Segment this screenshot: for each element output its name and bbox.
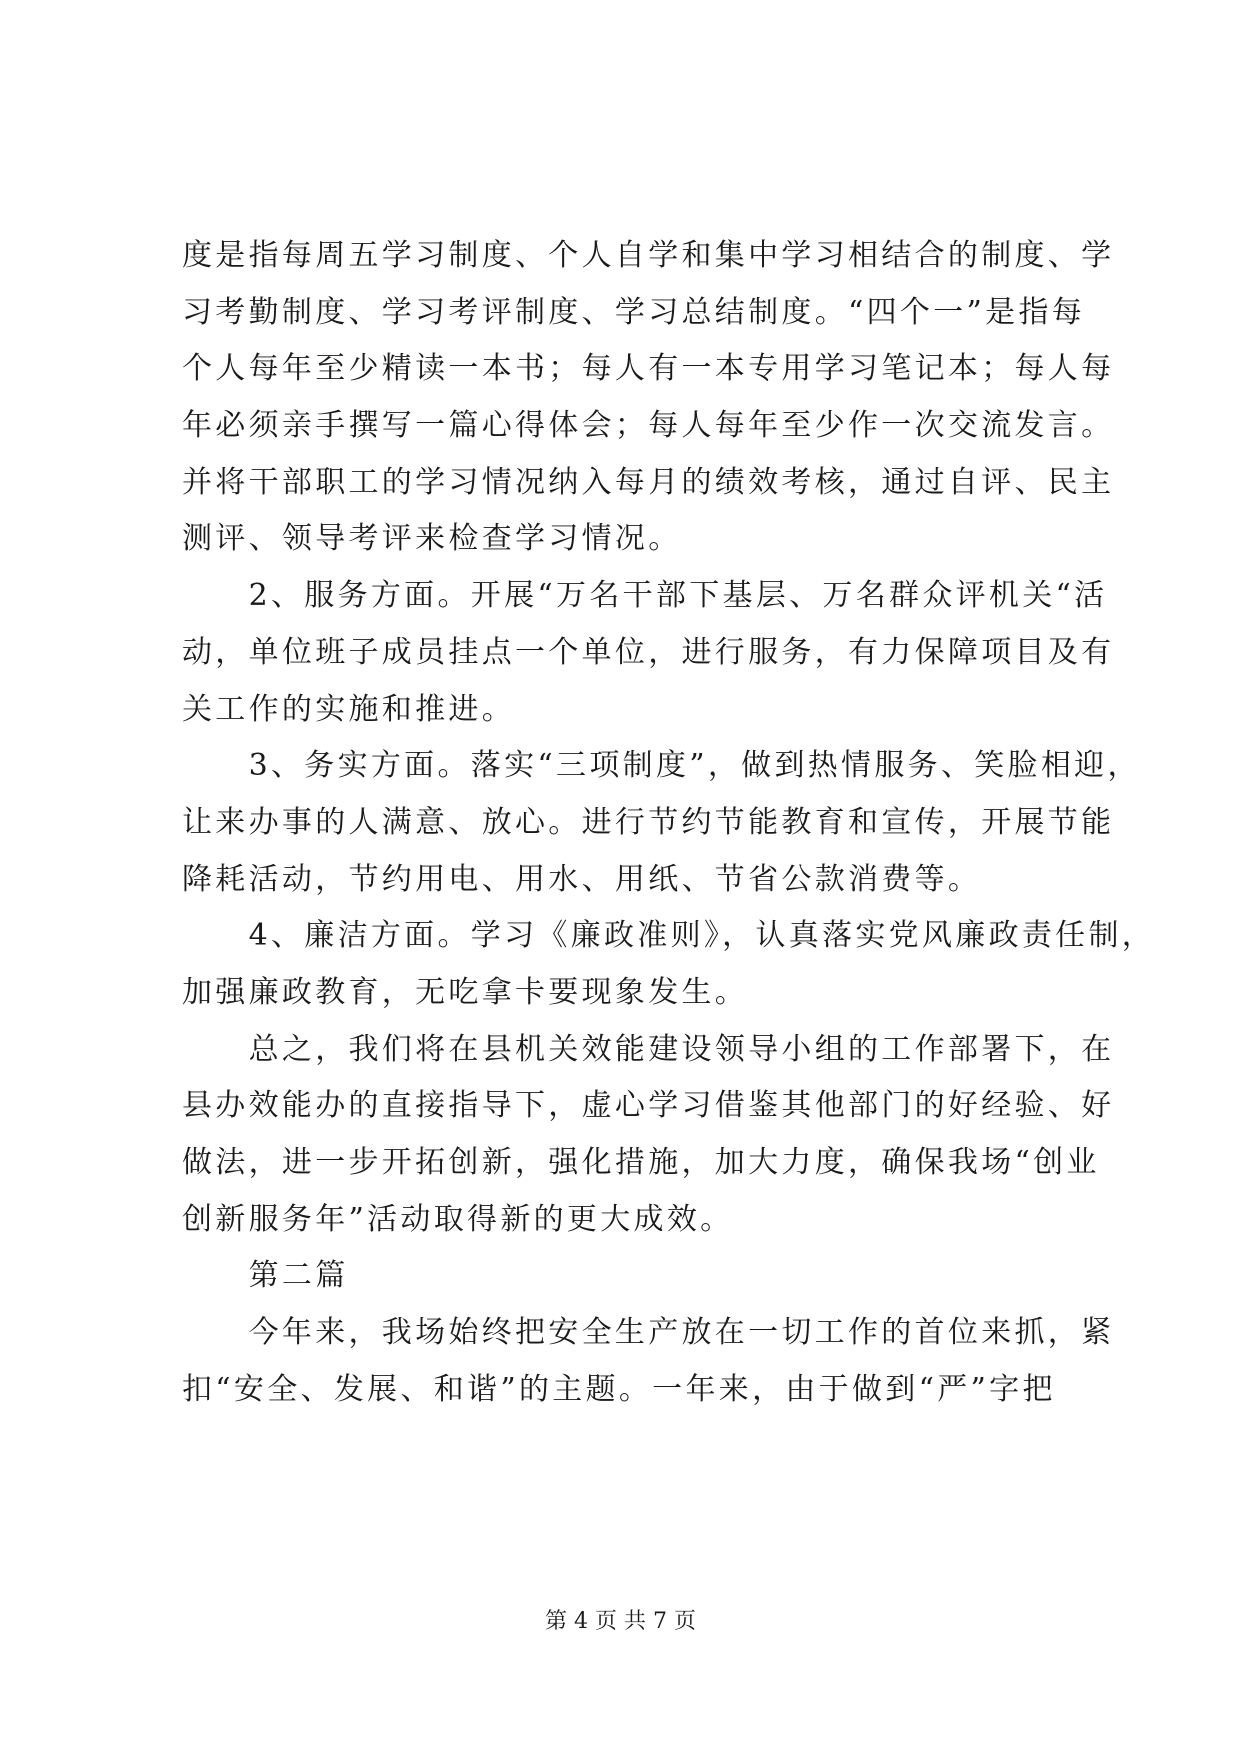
text-line: 动，单位班子成员挂点一个单位，进行服务，有力保障项目及有 xyxy=(182,634,1115,670)
document-body xyxy=(182,228,1156,1418)
text-line: 加强廉政教育，无吃拿卡要现象发生。 xyxy=(182,974,749,1010)
text-line: 今年来，我场始终把安全生产放在一切工作的首位来抓，紧 xyxy=(182,1315,1115,1351)
text-line: 2、服务方面。开展“万名干部下基层、万名群众评机关“活 xyxy=(182,578,1108,614)
text-line: 关工作的实施和推进。 xyxy=(182,691,515,727)
text-line: 县办效能办的直接指导下，虚心学习借鉴其他部门的好经验、好 xyxy=(182,1088,1115,1124)
text-line: 3、务实方面。落实“三项制度”，做到热情服务、笑脸相迎， xyxy=(182,748,1141,784)
page-number-footer: 第 4 页 共 7 页 xyxy=(545,1609,696,1634)
text-line: 创新服务年”活动取得新的更大成效。 xyxy=(182,1201,734,1237)
text-line: 总之，我们将在县机关效能建设领导小组的工作部署下，在 xyxy=(182,1031,1115,1067)
text-line: 个人每年至少精读一本书；每人有一本专用学习笔记本；每人每 xyxy=(182,351,1115,387)
text-line: 并将干部职工的学习情况纳入每月的绩效考核，通过自评、民主 xyxy=(182,464,1115,500)
text-line: 4、廉洁方面。学习《廉政准则》，认真落实党风廉政责任制， xyxy=(182,918,1156,954)
text-line: 习考勤制度、学习考评制度、学习总结制度。“四个一”是指每 xyxy=(182,294,1086,330)
text-line: 做法，进一步开拓创新，强化措施，加大力度，确保我场“创业 xyxy=(182,1145,1100,1180)
text-line: 年必须亲手撰写一篇心得体会；每人每年至少作一次交流发言。 xyxy=(182,408,1115,444)
text-line: 降耗活动，节约用电、用水、用纸、节省公款消费等。 xyxy=(182,861,982,897)
text-line: 扣“安全、发展、和谐”的主题。一年来，由于做到“严”字把 xyxy=(182,1371,1056,1407)
section-heading: 第二篇 xyxy=(182,1258,349,1294)
text-line: 度是指每周五学习制度、个人自学和集中学习相结合的制度、学 xyxy=(182,238,1115,273)
text-line: 测评、领导考评来检查学习情况。 xyxy=(182,521,682,557)
text-line: 让来办事的人满意、放心。进行节约节能教育和宣传，开展节能 xyxy=(182,804,1115,840)
